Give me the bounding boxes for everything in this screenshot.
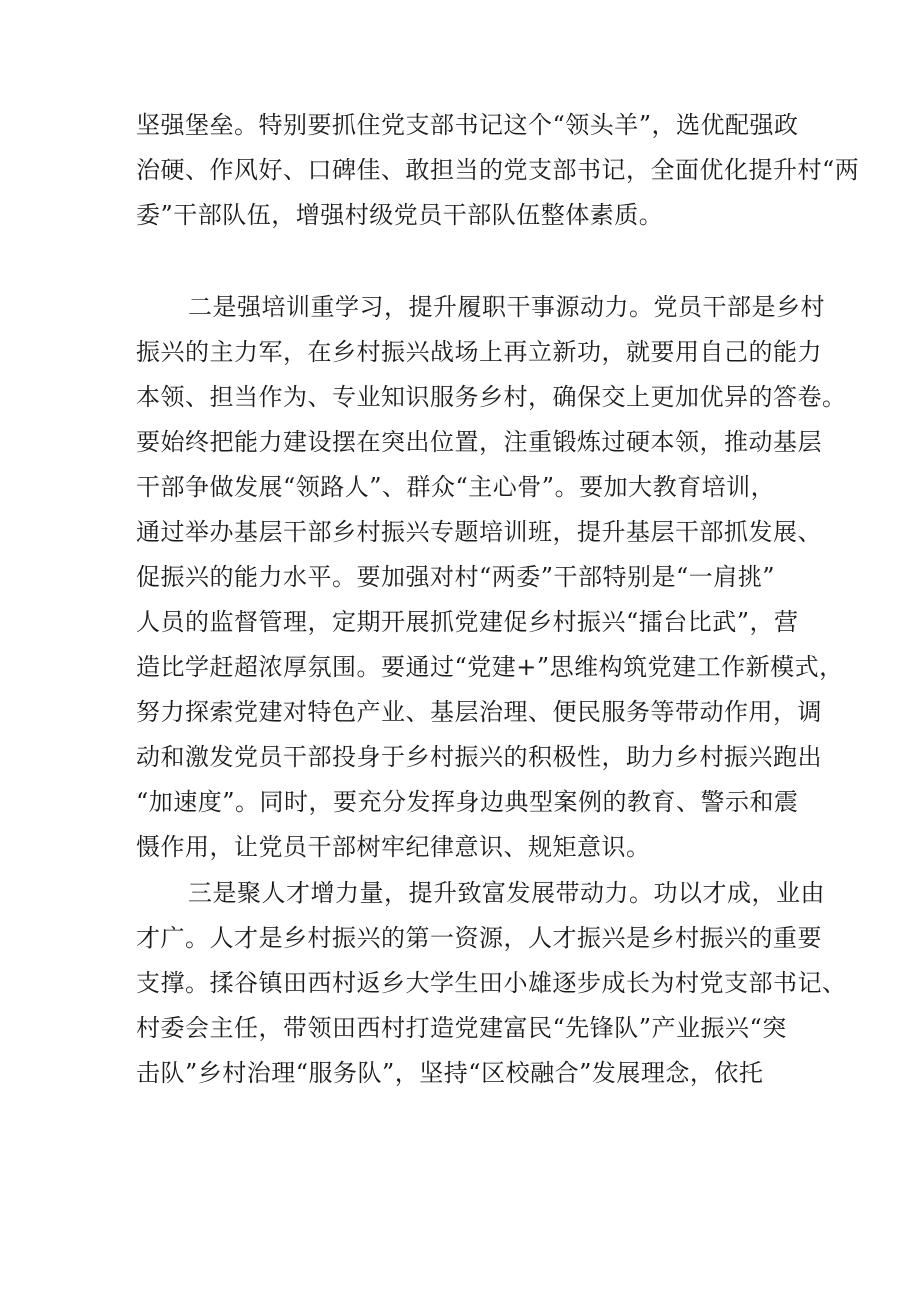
- text-line: 要始终把能力建设摆在突出位置，注重锻炼过硬本领，推动基层: [136, 428, 822, 456]
- text-line: 努力探索党建对特色产业、基层治理、便民服务等带动作用，调: [136, 698, 822, 726]
- text-line: 击队”乡村治理“服务队”，坚持“区校融合”发展理念，依托: [136, 1059, 764, 1087]
- text-line: 动和激发党员干部投身于乡村振兴的积极性，助力乡村振兴跑出: [136, 743, 822, 771]
- text-line: 人员的监督管理，定期开展抓党建促乡村振兴“擂台比武”，营: [136, 608, 799, 636]
- text-line: 造比学赶超浓厚氛围。要通过“党建+”思维构筑党建工作新模式，: [136, 653, 844, 681]
- text-line: 坚强堡垒。特别要抓住党支部书记这个“领头羊”，选优配强政: [136, 111, 799, 139]
- paragraph-2-first-line: 二是强培训重学习，提升履职干事源动力。党员干部是乡村: [188, 293, 825, 321]
- text-line: 本领、担当作为、专业知识服务乡村，确保交上更加优异的答卷。: [136, 383, 847, 411]
- paragraph-3-first-line: 三是聚人才增力量，提升致富发展带动力。功以才成，业由: [188, 879, 825, 907]
- text-line: 通过举办基层干部乡村振兴专题培训班，提升基层干部抓发展、: [136, 518, 822, 546]
- text-line: 振兴的主力军，在乡村振兴战场上再立新功，就要用自己的能力: [136, 338, 822, 366]
- text-line: 委”干部队伍，增强村级党员干部队伍整体素质。: [136, 201, 664, 229]
- text-line: 治硬、作风好、口碑佳、敢担当的党支部书记，全面优化提升村“两: [136, 156, 860, 184]
- text-line: 慑作用，让党员干部树牢纪律意识、规矩意识。: [136, 833, 651, 861]
- text-line: 干部争做发展“领路人”、群众“主心骨”。要加大教育培训，: [136, 473, 776, 501]
- text-line: 村委会主任，带领田西村打造党建富民“先锋队”产业振兴“突: [136, 1014, 787, 1042]
- text-line: 才广。人才是乡村振兴的第一资源，人才振兴是乡村振兴的重要: [136, 924, 822, 952]
- text-line: 促振兴的能力水平。要加强对村“两委”干部特别是“一肩挑”: [136, 563, 776, 591]
- text-line: 支撑。揉谷镇田西村返乡大学生田小雄逐步成长为村党支部书记、: [136, 969, 847, 997]
- text-line: “加速度”。同时，要充分发挥身边典型案例的教育、警示和震: [136, 788, 799, 816]
